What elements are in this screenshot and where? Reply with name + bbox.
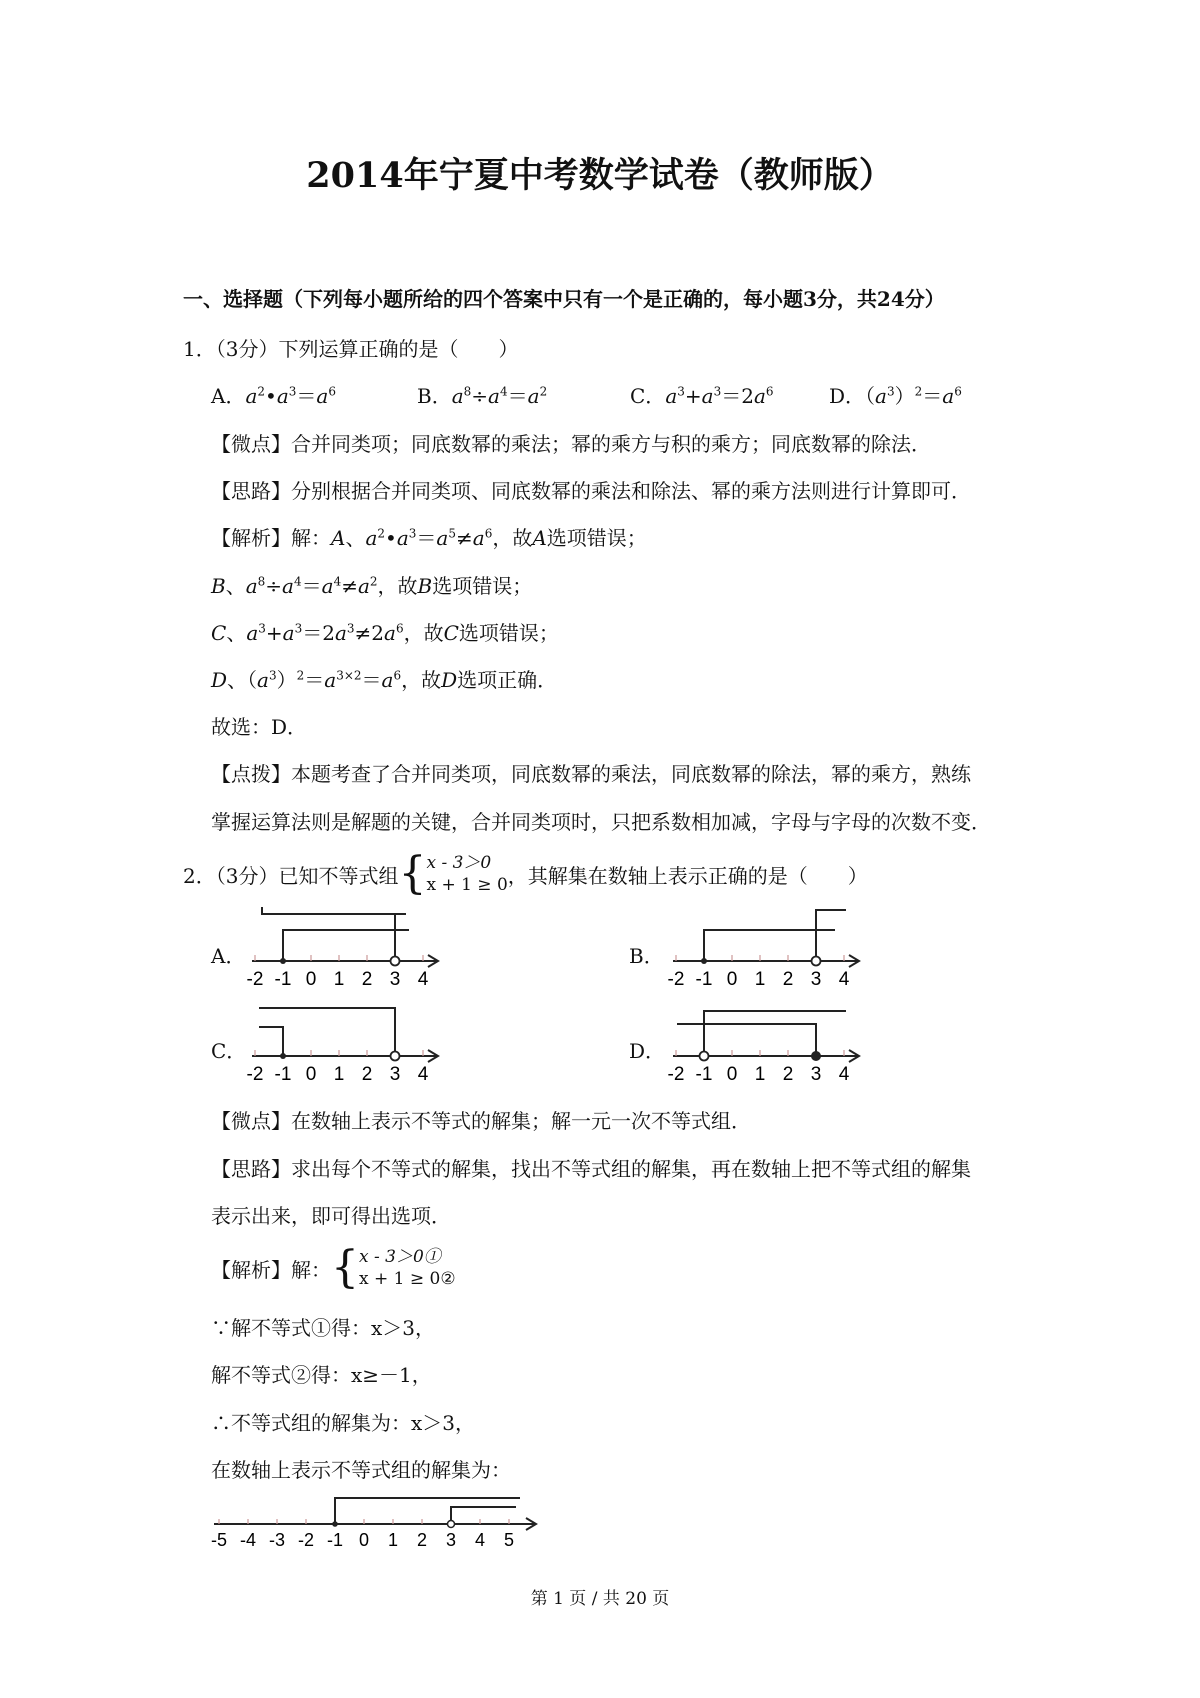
q1-option-b: B．$a^8\div a^4=a^2$ [417,384,548,408]
solid-dot [332,1521,338,1527]
tick-label: 0 [726,969,738,990]
tick-label: -5 [210,1530,228,1550]
q2-option-b-number-line [665,905,865,990]
solid-dot [811,1051,821,1061]
tick-label: 4 [838,1064,850,1085]
q1-jiexi-a: 【解析】解：A、$a^2•a^3=a^5\ne a^6$，故A选项错误； [211,526,647,550]
tick-label: 3 [389,1064,401,1085]
q2-option-c-number-line [244,1000,444,1085]
tick-label: 5 [503,1530,515,1550]
tick-label: -1 [274,969,292,990]
open-dot [391,957,400,966]
ray-x-ge-neg1 [283,930,409,961]
open-dot [700,1052,709,1061]
tick-label: 2 [416,1530,428,1550]
q2-option-c-label: C． [211,1039,247,1063]
q1-dianbo-1: 【点拨】本题考查了合并同类项，同底数幂的乘法，同底数幂的除法，幂的乘方，熟练 [211,762,971,786]
open-dot [812,957,821,966]
q2-silu-1: 【思路】求出每个不等式的解集，找出不等式组的解集，再在数轴上把不等式组的解集 [211,1157,971,1181]
ray-x-gt-3 [816,910,846,961]
tick-label: 1 [333,1064,345,1085]
q1-stem: 1．（3分）下列运算正确的是（ ） [183,337,519,361]
page-footer: 第 1 页 / 共 20 页 [530,1589,670,1609]
ray-x-gt-neg1 [704,1011,846,1056]
tick-label: 0 [726,1064,738,1085]
tick-label: -2 [667,1064,685,1085]
tick-label: 3 [810,1064,822,1085]
q1-option-d: D．$(a^3)^2=a^6$ [829,384,962,408]
solid-dot [280,958,286,964]
page-title: 2014年宁夏中考数学试卷（教师版） [306,155,894,196]
tick-label: -2 [667,969,685,990]
q1-silu: 【思路】分别根据合并同类项、同底数幂的乘法和除法、幂的乘方法则进行计算即可． [211,479,971,503]
tick-label: 4 [474,1530,486,1550]
q2-step-3: ∴不等式组的解集为：x＞3， [211,1411,476,1435]
tick-label: -2 [246,1064,264,1085]
tick-label: 0 [305,1064,317,1085]
q1-jiexi-b: B、$a^8\div a^4=a^4\ne a^2$，故B选项错误； [211,574,533,598]
tick-label: 2 [361,969,373,990]
tick-label: 1 [754,1064,766,1085]
q2-option-d-number-line [665,1000,865,1085]
open-dot [391,1052,400,1061]
q2-stem: 2．（3分）已知不等式组 { x - 3＞0 x + 1 ≥ 0 ，其解集在数轴上表示正确的是（ ） [183,848,868,899]
tick-label: 3 [445,1530,457,1550]
tick-label: 2 [782,1064,794,1085]
q2-option-a-label: A． [211,944,246,968]
ray-x-lt-3 [262,907,406,914]
tick-label: 3 [810,969,822,990]
tick-label: -4 [239,1530,257,1550]
q2-option-a-number-line [244,905,444,990]
tick-label: -1 [695,1064,713,1085]
ray-x-ge-neg1 [335,1498,520,1524]
q1-option-a: A．$a^2•a^3=a^6$ [211,384,336,408]
q1-dianbo-2: 掌握运算法则是解题的关键，合并同类项时，只把系数相加减，字母与字母的次数不变． [211,810,991,834]
q2-option-d-label: D． [629,1039,666,1063]
ray-x-le-3 [677,1024,816,1056]
section-heading: 一、选择题（下列每小题所给的四个答案中只有一个是正确的，每小题3分，共24分） [183,287,945,311]
tick-label: -1 [274,1064,292,1085]
q2-weidian: 【微点】在数轴上表示不等式的解集；解一元一次不等式组． [211,1109,751,1133]
tick-label: -3 [268,1530,286,1550]
tick-label: 4 [417,1064,429,1085]
tick-label: 1 [387,1530,399,1550]
q1-weidian: 【微点】合并同类项；同底数幂的乘法；幂的乘方与积的乘方；同底数幂的除法． [211,432,931,456]
ray-x-gt-3 [451,1507,516,1524]
tick-label: -1 [695,969,713,990]
q2-step-2: 解不等式②得：x≥－1， [211,1363,432,1387]
ray-x-le-neg1 [259,1027,283,1056]
tick-label: 2 [361,1064,373,1085]
q2-step-1: ∵解不等式①得：x＞3， [211,1316,436,1340]
q2-option-b-label: B． [629,944,664,968]
q2-silu-2: 表示出来，即可得出选项． [211,1204,451,1228]
q1-answer: 故选：D． [211,715,308,739]
tick-label: 1 [754,969,766,990]
q1-option-c: C．$a^3+a^3=2a^6$ [630,384,774,408]
q2-solution-number-line [210,1490,550,1550]
solid-dot [280,1053,286,1059]
tick-label: -2 [246,969,264,990]
open-dot [448,1521,455,1528]
tick-label: 0 [358,1530,370,1550]
tick-label: -1 [326,1530,344,1550]
tick-label: 0 [305,969,317,990]
tick-label: -2 [297,1530,315,1550]
tick-label: 3 [389,969,401,990]
q1-jiexi-c: C、$a^3+a^3=2a^3\ne 2a^6$，故C选项错误； [211,621,559,645]
tick-label: 4 [838,969,850,990]
tick-label: 4 [417,969,429,990]
tick-label: 2 [782,969,794,990]
q2-jiexi: 【解析】解： { x - 3＞0① x + 1 ≥ 0② [211,1242,456,1293]
q1-jiexi-d: D、$(a^3)^2=a^{3\times 2}=a^6$，故D选项正确． [211,668,558,692]
tick-label: 1 [333,969,345,990]
ray-x-lt-3 [259,1008,395,1056]
q2-step-4: 在数轴上表示不等式组的解集为： [211,1458,511,1482]
solid-dot [701,958,707,964]
